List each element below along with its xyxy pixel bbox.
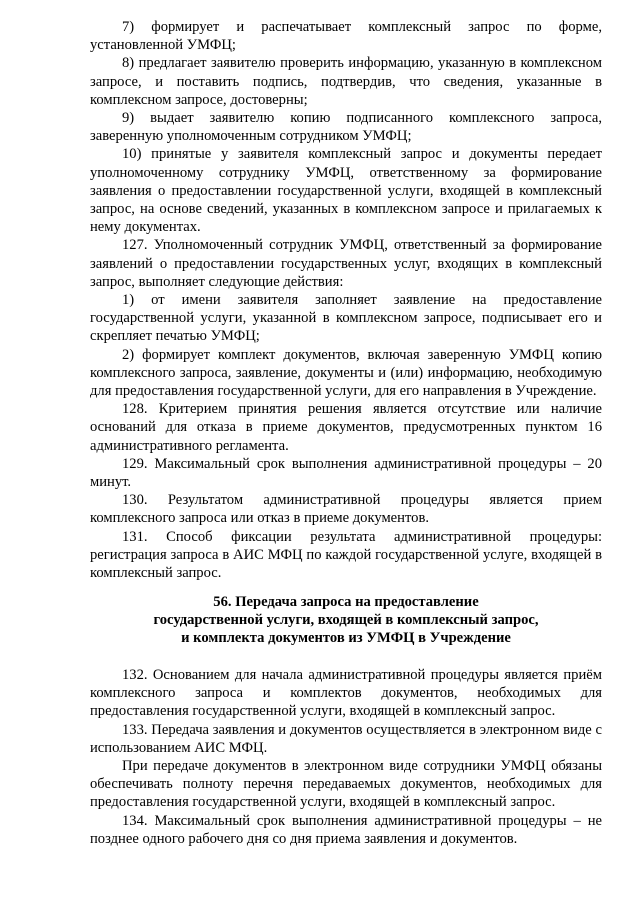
paragraph-9: 9) выдает заявителю копию подписанного комплексного запроса, заверенную уполномоченным сотрудником УМФЦ;	[90, 110, 602, 145]
paragraph-129: 129. Максимальный срок выполнения административной процедуры – 20 минут.	[90, 455, 602, 491]
paragraph-133-note: При передаче документов в электронном виде сотрудники УМФЦ обязаны обеспечивать полноту перечня передаваемых документов, необходимых для предоставления государственной услуги, входящей в комплексный запрос.	[90, 758, 602, 811]
paragraph-134: 134. Максимальный срок выполнения административной процедуры – не позднее одного рабочего дня со дня приема заявления и документов.	[90, 812, 602, 847]
section-heading	[90, 593, 602, 648]
paragraph-127: 127. Уполномоченный сотрудник УМФЦ, ответственный за формирование заявлений о предоставлении государственных услуг, входящих в комплексный запрос, выполняет следующие действия:	[90, 237, 602, 290]
text-block-bottom	[90, 666, 602, 848]
section-heading-line-3: и комплекта документов из УМФЦ в Учреждение	[181, 630, 511, 647]
paragraph-127-1: 1) от имени заявителя заполняет заявление на предоставление государственной услуги, указанной в комплексном запросе, подписывает его и скрепляет печатью УМФЦ;	[90, 292, 602, 345]
paragraph-128: 128. Критерием принятия решения является отсутствие или наличие оснований для отказа в приеме документов, предусмотренных пунктом 16 административного регламента.	[90, 401, 602, 454]
paragraph-7: 7) формирует и распечатывает комплексный запрос по форме, установленной УМФЦ;	[90, 19, 602, 54]
paragraph-8: 8) предлагает заявителю проверить информацию, указанную в комплексном запросе, и поставить подпись, подтвердив, что сведения, указанные в комплексном запросе, достоверны;	[90, 55, 602, 108]
paragraph-130: 130. Результатом административной процедуры является прием комплексного запроса или отказ в приеме документов.	[90, 492, 602, 527]
paragraph-131: 131. Способ фиксации результата административной процедуры: регистрация запроса в АИС МФЦ по каждой государственной услуге, входящей в комплексный запрос.	[90, 528, 602, 582]
section-heading-line-1: 56. Передача запроса на предоставление	[213, 594, 479, 610]
paragraph-127-2: 2) формирует комплект документов, включая заверенную УМФЦ копию комплексного запроса, заявление, документы и (или) информацию, необходимую для предоставления государственной услуги, для его направления в Учреждение.	[90, 346, 602, 400]
paragraph-132: 132. Основанием для начала административной процедуры является приём комплексного запроса и комплектов документов, необходимых для предоставления государственной услуги, входящей в комплексный запрос.	[90, 667, 602, 720]
paragraph-133: 133. Передача заявления и документов осуществляется в электронном виде с использованием АИС МФЦ.	[90, 721, 602, 756]
paragraph-10: 10) принятые у заявителя комплексный запрос и документы передает уполномоченному сотруднику УМФЦ, ответственному за формирование заявления о предоставлении государственной услуги, входящей в комплексный запрос, на основе сведений, указанных в комплексном запросе и прилагаемых к нему документах.	[90, 146, 602, 236]
section-heading-line-2: государственной услуги, входящей в комплексный запрос,	[153, 612, 539, 629]
text-block-top	[90, 18, 602, 582]
